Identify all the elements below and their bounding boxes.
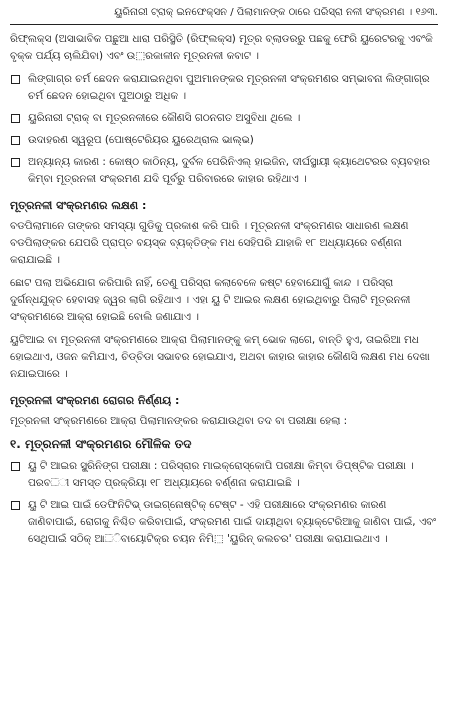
list-item-text: ଅନ୍ୟାନ୍ୟ କାରଣ : କୋଷ୍ଠ କାଠିନ୍ୟ, ଦୁର୍ବଳ ପେରିନିଏଲ୍ ହାଇଜିନ, ଦୀର୍ଘସ୍ଥାୟୀ କ୍ୟାଥେଟରର ବ୍ୟବହାର କିମ୍ବା ମୂତ୍ରନଳୀ ସଂକ୍ରମଣ ଯଦି ପୂର୍ବରୁ ପରିବାରରେ କାହାର ରହିଥାଏ ।: [28, 156, 430, 185]
symptoms-paragraph: ବଡପିଲାମାନେ ତାଙ୍କର ସମସ୍ୟା ଗୁଡିକୁ ପ୍ରକାଶ କରି ପାରି । ମୂତ୍ରନଳୀ ସଂକ୍ରମଣର ସାଧାରଣ ଲକ୍ଷଣ ବଡପିଲାଙ୍କର ଯେପରି ପ୍ରାପ୍ତ ବୟସ୍କ ବ୍ୟକ୍ତିଙ୍କ ମଧ ସେହିପରି ଯାହାକି ୧୮ ଅଧ୍ୟାୟରେ ବର୍ଣ୍ଣନା କରାଯାଇଛି ।: [10, 220, 409, 266]
list-item: [10, 154, 438, 188]
symptoms-paragraph: ଛୋଟ ପଲା ଅଭିଯୋଗ କରିପାରି ନାହିଁ, ତେଣୁ ପରିସ୍ରା କଲାବେଳେ କଷ୍ଟ ହେବାଯୋଗୁଁ କାନ୍ଦ । ପରିସ୍ରା ଦୁର୍ଗନ୍ଧଯୁକ୍ତ ହେବାସହ ଜ୍ୱର ଲାଗି ରହିଥାଏ । ଏହା ୟୁ ଟି ଆଇର ଲକ୍ଷଣ ହୋଇଥିବାରୁ ପିଲାଟି ମୂତ୍ରନଳୀ ସଂକ୍ରମଣରେ ଆକ୍ରା ହୋଇଛି ବୋଲି ଜଣାଯାଏ ।: [10, 277, 411, 323]
list-item: [10, 132, 438, 149]
list-item: [10, 71, 438, 105]
diagnosis-heading: ମୂତ୍ରନଳୀ ସଂକ୍ରମଣ ରୋଗର ନିର୍ଣ୍ଣୟ :: [10, 394, 180, 407]
list-item-text: ଉଦାହରଣ ସ୍ୱରୂପ (ପୋଷ୍ଟେରିୟର ୟୁରେଥ୍ରାଲ ଭାଲ୍ଭ): [28, 134, 254, 146]
list-item-text: ଲିଙ୍ଗାଗ୍ର ଚର୍ମ ଛେଦନ କରାଯାଇନଥିବା ପୁଅମାନଙ୍କର ମୂତ୍ରନଳୀ ସଂକ୍ରମଣର ସମ୍ଭାବନା ଲିଙ୍ଗାଗ୍ର ଚର୍ମ ଛେଦନ ହୋଇଥିବା ପୁଅଠାରୁ ଅଧିକ ।: [28, 73, 430, 102]
basic-tests-subheading: ୧. ମୂତ୍ରନଳୀ ସଂକ୍ରମଣର ମୌଳିକ ତଦ: [10, 437, 192, 451]
diagnosis-lead: ମୂତ୍ରନଳୀ ସଂକ୍ରମଣରେ ଆକ୍ରା ପିଲାମାନଙ୍କର କରାଯାଉଥିବା ତଦ ବା ପରୀକ୍ଷା ହେଲା :: [10, 415, 348, 427]
checkbox-square-icon: [11, 501, 20, 510]
checkbox-square-icon: [11, 136, 20, 145]
checkbox-square-icon: [11, 158, 20, 167]
intro-continuation-paragraph: ରିଫ୍ଲକ୍ସ (ଅସାଭାବିକ ପଛୁଆ ଧାରା ପରିସ୍ଥିତି (ରିଫ୍ଲକ୍ସ) ମୂତ୍ର ବ୍ଲାଡରରୁ ପଛକୁ ଫେରି ୟୁରେଟରକୁ ଏବଂକି ବୃକ୍କ ପର୍ଯ୍ୟ ଚାଲିଯିବା) ଏବଂ ଉ⬚ରକାଳୀନ ମୂତ୍ରନଳୀ କବାଟ ।: [10, 33, 433, 62]
checkbox-square-icon: [11, 462, 20, 471]
list-item: [10, 458, 438, 492]
symptoms-paragraph: ୟୁଟିଆଇ ବା ମୂତ୍ରନଳୀ ସଂକ୍ରମଣରେ ଆକ୍ରା ପିଲାମାନଙ୍କୁ କମ୍ ଭୋକ ଲାଗେ, ବାନ୍ତି ହୁଏ, ତାଇରିଆ ମଧ ହୋଇଥାଏ, ଓଜନ କମିଯାଏ, ଚିଡ୍ଚିଡା ସଭାବର ହୋଇଯାଏ, ଅଥବା କାହାର କାହାର କୌଣସି ଲକ୍ଷଣ ମଧ ଦେଖା ନଯାଇପାରେ ।: [10, 334, 430, 380]
list-item-text: ୟୁ ଟି ଆଇ ପାଇଁ ଡେଫିନିଟିଭ୍ ଡାଇଗ୍ନୋଷ୍ଟିକ୍ ଟେଷ୍ଟ - ଏହି ପରୀକ୍ଷାରେ ସଂକ୍ରମଣର କାରଣ ଜାଣିବାପାଇଁ, ରୋଗକୁ ନିଶ୍ଚିତ କରିବାପାଇଁ, ସଂକ୍ରମଣ ପାଇଁ ଦାୟୀଥିବା ବ୍ୟାକ୍ଟେରିଆକୁ ଜାଣିବା ପାଇଁ, ଏବଂ ସେଥିପାଇଁ ସଠିକ୍ ଆ⬚ିବାୟୋଟିକ୍‌ର ଚୟନ ନିମି⬚ 'ୟୁରିନ୍ କଲଚର' ପରୀକ୍ଷା କରାଯାଇଥାଏ ।: [28, 499, 436, 545]
list-item-text: ୟୁ ଟି ଆଇର ସ୍କ୍ରିନିଙ୍ଗ ପରୀକ୍ଷା : ପରିସ୍ରାର ମାଇକ୍ରୋସ୍କୋପି ପରୀକ୍ଷା କିମ୍ବା ଡିପ୍ଷ୍ଟିକ ପରୀକ୍ଷା । ପରବ⬚ୀ ସମସ୍ତ ପ୍ରକ୍ରିୟା ୧୮ ଅଧ୍ୟାୟରେ ବର୍ଣ୍ଣନା କରାଯାଇଛି ।: [28, 460, 414, 489]
checkbox-square-icon: [11, 75, 20, 84]
list-item-text: ୟୁରିନାରୀ ଟ୍ରାକ୍ ବା ମୂତ୍ରନଳୀରେ କୌଣସି ଗଠନଗତ ଅସୁବିଧା ଥିଲେ ।: [28, 112, 301, 124]
symptoms-heading: ମୂତ୍ରନଳୀ ସଂକ୍ରମଣର ଲକ୍ଷଣ :: [10, 199, 147, 212]
diagnosis-test-list: [10, 458, 438, 548]
running-head: ୟୁରିନାରୀ ଟ୍ରାକ୍ ଇନଫେକ୍ସନ / ପିଲାମାନଙ୍କ ଠାରେ ପରିସ୍ରା ନଳୀ ସଂକ୍ରମଣ । ୧୬୩.: [10, 6, 438, 25]
list-item: [10, 497, 438, 548]
checkbox-square-icon: [11, 114, 20, 123]
risk-factor-list: [10, 71, 438, 188]
list-item: [10, 110, 438, 127]
